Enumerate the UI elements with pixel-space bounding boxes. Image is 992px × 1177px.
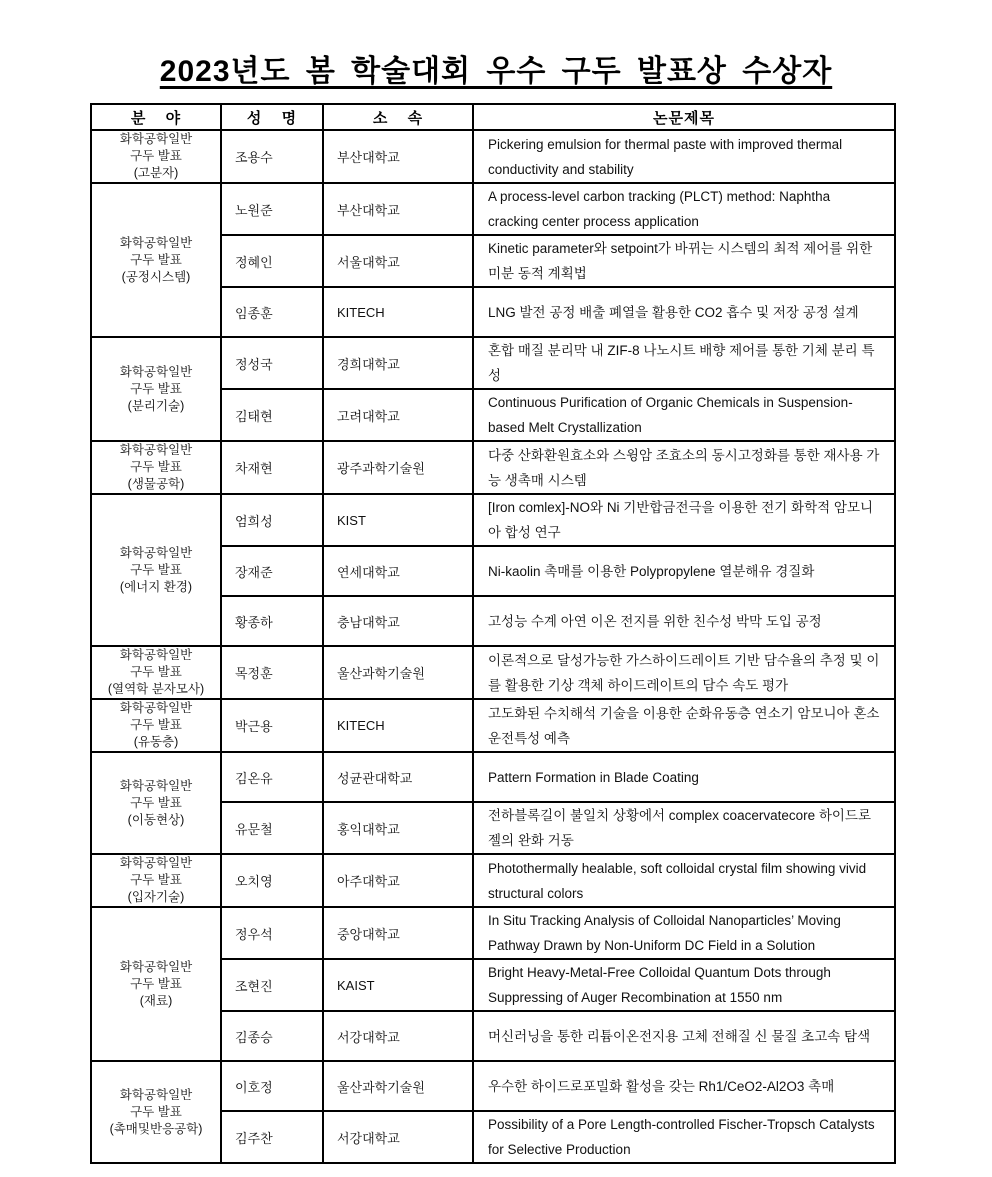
- field-line: 화학공학일반: [119, 443, 193, 457]
- paper-title-cell: Ni-kaolin 촉매를 이용한 Polypropylene 열분해유 경질화: [473, 546, 895, 596]
- paper-title-cell: In Situ Tracking Analysis of Colloidal Nanoparticles’ Moving Pathway Drawn by Non-Uniform DC Field in a Solution: [473, 907, 895, 959]
- field-line: (재료): [139, 993, 173, 1008]
- table-row: [91, 441, 895, 494]
- name-cell: 임종훈: [221, 287, 323, 337]
- header-paper-title: 논문제목: [473, 104, 895, 130]
- name-cell: 차재현: [221, 441, 323, 494]
- paper-title-cell: 전하블록길이 불일치 상황에서 complex coacervatecore 하이드로젤의 완화 거동: [473, 802, 895, 854]
- field-line: 구두 발표: [130, 252, 182, 267]
- affiliation-cell: 성균관대학교: [323, 752, 473, 802]
- paper-title-cell: Pattern Formation in Blade Coating: [473, 752, 895, 802]
- table-header-row: [91, 104, 895, 130]
- paper-title-cell: Kinetic parameter와 setpoint가 바뀌는 시스템의 최적 제어를 위한 미분 동적 계획법: [473, 235, 895, 287]
- name-cell: 노원준: [221, 183, 323, 235]
- affiliation-cell: 홍익대학교: [323, 802, 473, 854]
- awards-table: [90, 103, 896, 1164]
- field-cell: [91, 907, 221, 1061]
- affiliation-cell: 고려대학교: [323, 389, 473, 441]
- table-row: [91, 699, 895, 752]
- header-affiliation: 소 속: [323, 104, 473, 130]
- paper-title-cell: Continuous Purification of Organic Chemicals in Suspension-based Melt Crystallization: [473, 389, 895, 441]
- field-line: 구두 발표: [130, 1104, 182, 1119]
- field-cell: [91, 646, 221, 699]
- affiliation-cell: 경희대학교: [323, 337, 473, 389]
- table-row: [91, 130, 895, 183]
- header-name: 성 명: [221, 104, 323, 130]
- paper-title-cell: 고성능 수계 아연 이온 전지를 위한 친수성 박막 도입 공정: [473, 596, 895, 646]
- field-cell: [91, 183, 221, 337]
- paper-title-cell: A process-level carbon tracking (PLCT) method: Naphtha cracking center process application: [473, 183, 895, 235]
- paper-title-cell: LNG 발전 공정 배출 폐열을 활용한 CO2 흡수 및 저장 공정 설계: [473, 287, 895, 337]
- name-cell: 김주찬: [221, 1111, 323, 1163]
- affiliation-cell: 광주과학기술원: [323, 441, 473, 494]
- name-cell: 황종하: [221, 596, 323, 646]
- name-cell: 김태현: [221, 389, 323, 441]
- field-cell: [91, 699, 221, 752]
- table-row: [91, 646, 895, 699]
- header-field: 분 야: [91, 104, 221, 130]
- field-line: 화학공학일반: [119, 648, 193, 662]
- field-line: 화학공학일반: [119, 1087, 193, 1102]
- page-title: 2023년도 봄 학술대회 우수 구두 발표상 수상자: [159, 55, 833, 88]
- paper-title-cell: 우수한 하이드로포밀화 활성을 갖는 Rh1/CeO2-Al2O3 촉매: [473, 1061, 895, 1111]
- field-line: 화학공학일반: [119, 856, 193, 870]
- paper-title-cell: Photothermally healable, soft colloidal crystal film showing vivid structural colors: [473, 854, 895, 907]
- table-row: [91, 854, 895, 907]
- paper-title-cell: Bright Heavy-Metal-Free Colloidal Quantum Dots through Suppressing of Auger Recombination at 1550 nm: [473, 959, 895, 1011]
- field-line: (고분자): [133, 166, 179, 180]
- field-cell: [91, 337, 221, 441]
- field-line: (유동층): [133, 735, 179, 749]
- field-line: (공정시스템): [121, 269, 191, 284]
- field-cell: [91, 441, 221, 494]
- field-line: (입자기술): [127, 890, 185, 904]
- name-cell: 김온유: [221, 752, 323, 802]
- paper-title-cell: 머신러닝을 통한 리튬이온전지용 고체 전해질 신 물질 초고속 탐색: [473, 1011, 895, 1061]
- field-line: 화학공학일반: [119, 235, 193, 250]
- affiliation-cell: 서강대학교: [323, 1011, 473, 1061]
- name-cell: 엄희성: [221, 494, 323, 546]
- affiliation-cell: KITECH: [323, 287, 473, 337]
- table-row: [91, 752, 895, 802]
- name-cell: 정성국: [221, 337, 323, 389]
- paper-title-cell: 고도화된 수치해석 기술을 이용한 순화유동층 연소기 암모니아 혼소 운전특성 예측: [473, 699, 895, 752]
- affiliation-cell: 중앙대학교: [323, 907, 473, 959]
- paper-title-cell: 이론적으로 달성가능한 가스하이드레이트 기반 담수율의 추정 및 이를 활용한 기상 객체 하이드레이트의 담수 속도 평가: [473, 646, 895, 699]
- paper-title-cell: 다중 산화환원효소와 스윙암 조효소의 동시고정화를 통한 재사용 가능 생촉매 시스템: [473, 441, 895, 494]
- name-cell: 조현진: [221, 959, 323, 1011]
- paper-title-cell: [Iron comlex]-NO와 Ni 기반합금전극을 이용한 전기 화학적 암모니아 합성 연구: [473, 494, 895, 546]
- name-cell: 박근용: [221, 699, 323, 752]
- field-line: (생물공학): [127, 477, 185, 491]
- affiliation-cell: 아주대학교: [323, 854, 473, 907]
- field-line: 구두 발표: [130, 976, 182, 991]
- affiliation-cell: KAIST: [323, 959, 473, 1011]
- field-line: (분리기술): [127, 398, 185, 413]
- paper-title-cell: Pickering emulsion for thermal paste with improved thermal conductivity and stability: [473, 130, 895, 183]
- field-line: 구두 발표: [130, 873, 182, 887]
- awards-table-body: [91, 130, 895, 1163]
- affiliation-cell: 울산과학기술원: [323, 1061, 473, 1111]
- affiliation-cell: 울산과학기술원: [323, 646, 473, 699]
- field-line: 구두 발표: [130, 795, 182, 810]
- field-line: 화학공학일반: [119, 959, 193, 974]
- affiliation-cell: 부산대학교: [323, 130, 473, 183]
- affiliation-cell: 충남대학교: [323, 596, 473, 646]
- field-line: (촉매및반응공학): [109, 1121, 203, 1136]
- field-line: 구두 발표: [130, 718, 182, 732]
- field-line: 구두 발표: [130, 562, 182, 577]
- affiliation-cell: 연세대학교: [323, 546, 473, 596]
- affiliation-cell: 서강대학교: [323, 1111, 473, 1163]
- paper-title-cell: Possibility of a Pore Length-controlled Fischer-Tropsch Catalysts for Selective Production: [473, 1111, 895, 1163]
- field-cell: [91, 854, 221, 907]
- affiliation-cell: 부산대학교: [323, 183, 473, 235]
- field-line: 구두 발표: [130, 460, 182, 474]
- paper-title-cell: 혼합 매질 분리막 내 ZIF-8 나노시트 배향 제어를 통한 기체 분리 특성: [473, 337, 895, 389]
- field-cell: [91, 752, 221, 854]
- field-cell: [91, 130, 221, 183]
- name-cell: 유문철: [221, 802, 323, 854]
- name-cell: 오치영: [221, 854, 323, 907]
- name-cell: 정우석: [221, 907, 323, 959]
- affiliation-cell: 서울대학교: [323, 235, 473, 287]
- name-cell: 이호정: [221, 1061, 323, 1111]
- name-cell: 정혜인: [221, 235, 323, 287]
- field-line: 화학공학일반: [119, 701, 193, 715]
- name-cell: 조용수: [221, 130, 323, 183]
- affiliation-cell: KITECH: [323, 699, 473, 752]
- table-row: [91, 1061, 895, 1111]
- field-line: 화학공학일반: [119, 132, 193, 146]
- table-row: [91, 907, 895, 959]
- field-line: 구두 발표: [130, 665, 182, 679]
- field-line: (열역학 분자모사): [107, 682, 205, 696]
- table-row: [91, 337, 895, 389]
- field-line: 구두 발표: [130, 381, 182, 396]
- affiliation-cell: KIST: [323, 494, 473, 546]
- field-line: (이동현상): [127, 812, 185, 827]
- field-line: 화학공학일반: [119, 545, 193, 560]
- field-line: (에너지 환경): [119, 579, 193, 594]
- field-line: 화학공학일반: [119, 364, 193, 379]
- table-row: [91, 183, 895, 235]
- name-cell: 장재준: [221, 546, 323, 596]
- field-cell: [91, 494, 221, 646]
- name-cell: 목정훈: [221, 646, 323, 699]
- field-line: 구두 발표: [130, 149, 182, 163]
- table-row: [91, 494, 895, 546]
- name-cell: 김종승: [221, 1011, 323, 1061]
- field-line: 화학공학일반: [119, 778, 193, 793]
- field-cell: [91, 1061, 221, 1163]
